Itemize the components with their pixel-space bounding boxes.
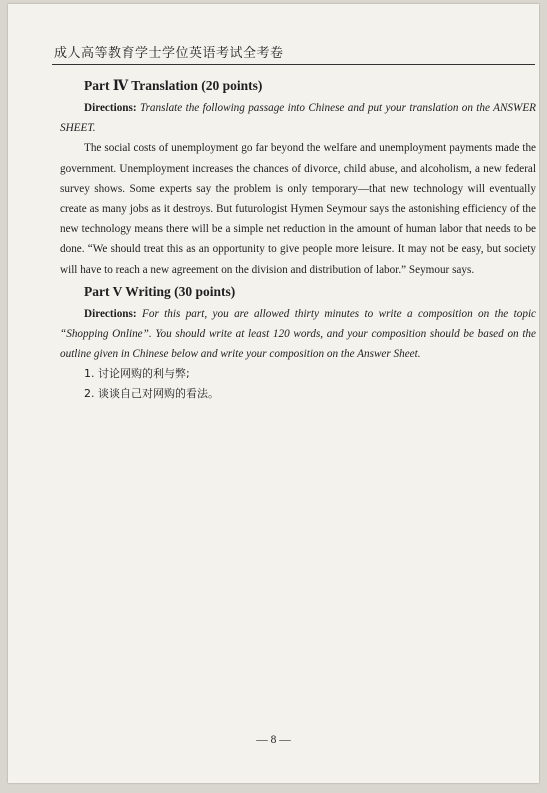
writing-section	[60, 280, 536, 405]
writing-directions	[60, 304, 536, 365]
exam-page	[8, 4, 539, 783]
running-header: 成人高等教育学士学位英语考试全考卷	[54, 46, 284, 61]
translation-section	[60, 74, 536, 280]
translation-directions	[60, 98, 536, 138]
writing-section-title: Part V Writing (30 points)	[84, 283, 236, 299]
page-content	[60, 74, 536, 404]
header-divider	[52, 64, 535, 65]
outline-item: 2. 谈谈自己对网购的看法。	[84, 387, 219, 401]
translation-passage: The social costs of unemployment go far beyond the welfare and unemployment payments made the government. Unemployment increases the chances of divorce, child abuse, and alcoholism, a new federal survey shows. Some experts say the problem is only temporary—that new technology will eventually create as many jobs as it destroys. But futurologist Hymen Seymour says the astonishing efficiency of the new technology means there will be a simple net reduction in the amount of human labor that needs to be done. “We should treat this as an opportunity to give people more leisure. It may not be easy, but society will have to reach a new agreement on the division and distribution of labor.” Seymour says.	[60, 142, 536, 276]
outline-item: 1. 讨论网购的利与弊;	[84, 367, 190, 381]
writing-directions-text: For this part, you are allowed thirty minutes to write a composition on the topic “Shopping Online”. You should write at least 120 words, and your composition should be based on the outline given in Chinese below and write your composition on the Answer Sheet.	[60, 307, 537, 361]
writing-outline	[60, 364, 536, 404]
translation-directions-label: Directions:	[84, 102, 137, 114]
writing-directions-label: Directions:	[84, 307, 137, 320]
page-number: — 8 —	[256, 734, 291, 746]
translation-section-title: Part Ⅳ Translation (20 points)	[84, 78, 263, 93]
translation-directions-text: Translate the following passage into Chinese and put your translation on the ANSWER SHEET.	[60, 102, 536, 135]
